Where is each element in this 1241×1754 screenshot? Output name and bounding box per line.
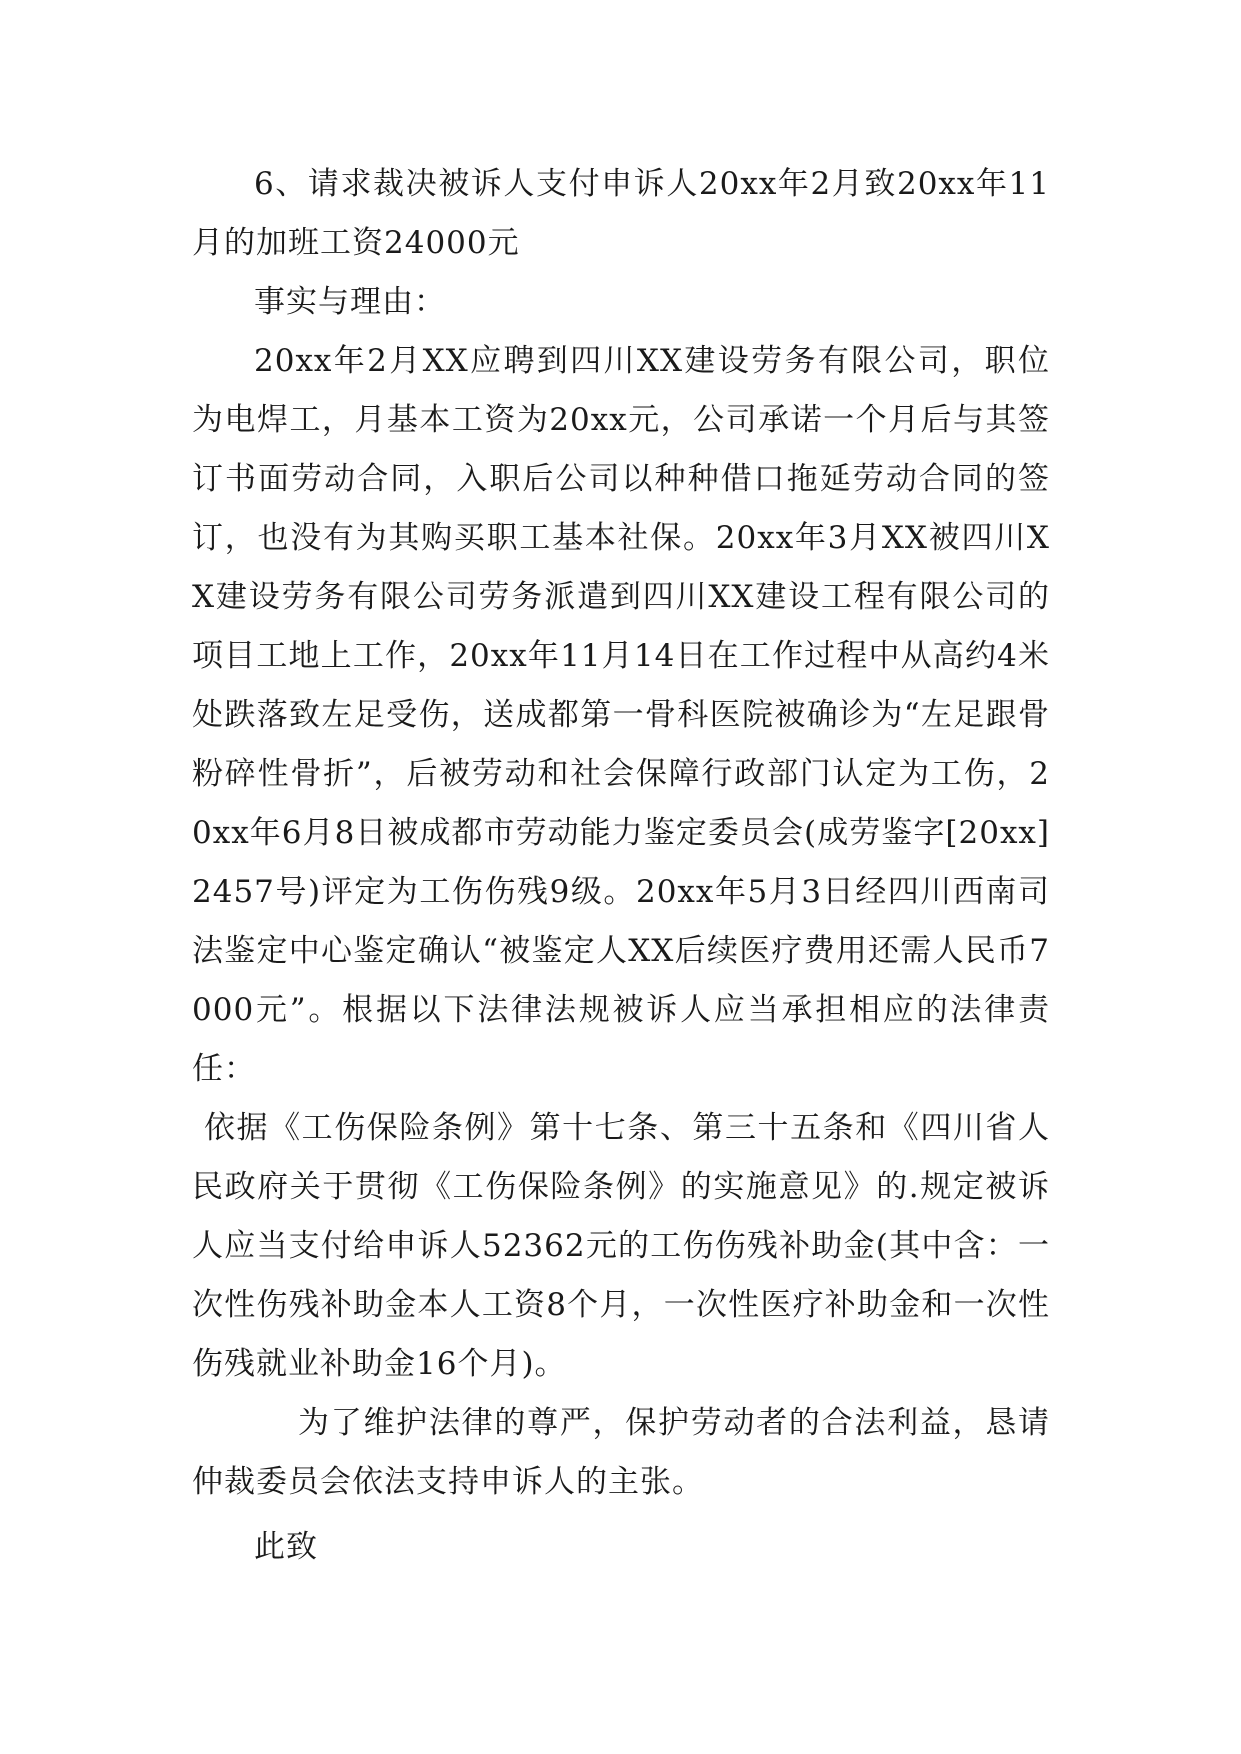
document-body [192,155,1050,1577]
facts-paragraph: 20xx年2月XX应聘到四川XX建设劳务有限公司，职位为电焊工，月基本工资为20xx元，公司承诺一个月后与其签订书面劳动合同，入职后公司以种种借口拖延劳动合同的签订，也没有为其购买职工基本社保。20xx年3月XX被四川XX建设劳务有限公司劳务派遣到四川XX建设工程有限公司的项目工地上工作，20xx年11月14日在工作过程中从高约4米处跌落致左足受伤，送成都第一骨科医院被确诊为“左足跟骨粉碎性骨折”，后被劳动和社会保障行政部门认定为工伤，20xx年6月8日被成都市劳动能力鉴定委员会(成劳鉴字[20xx]2457号)评定为工伤伤残9级。20xx年5月3日经四川西南司法鉴定中心鉴定确认“被鉴定人XX后续医疗费用还需人民币7000元”。根据以下法律法规被诉人应当承担相应的法律责任： [192,343,1050,1087]
closing-salutation: 此致 [254,1529,318,1565]
legal-basis-paragraph: 依据《工伤保险条例》第十七条、第三十五条和《四川省人民政府关于贯彻《工伤保险条例》的实施意见》的.规定被诉人应当支付给申诉人52362元的工伤伤残补助金(其中含：一次性伤残补助金本人工资8个月，一次性医疗补助金和一次性伤残就业补助金16个月)。 [192,1110,1050,1382]
facts-heading: 事实与理由： [254,284,446,320]
claim-item-6: 6、请求裁决被诉人支付申诉人20xx年2月致20xx年11月的加班工资24000元 [192,166,1050,261]
request-paragraph: 为了维护法律的尊严，保护劳动者的合法利益，恳请仲裁委员会依法支持申诉人的主张。 [192,1405,1050,1500]
